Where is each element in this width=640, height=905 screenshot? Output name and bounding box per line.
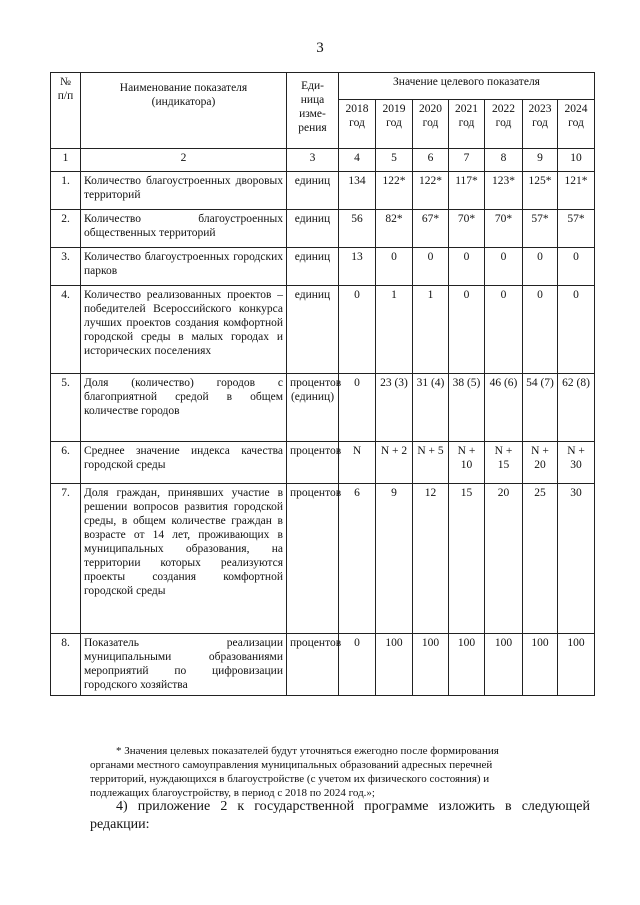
value-cell: 13 xyxy=(339,248,376,286)
value-cell: 134 xyxy=(339,172,376,210)
row-number-cell: 8. xyxy=(51,634,81,696)
unit-cell: единиц xyxy=(287,172,339,210)
value-cell: 57* xyxy=(523,210,558,248)
value-cell: 0 xyxy=(339,634,376,696)
value-cell: 82* xyxy=(376,210,413,248)
value-cell: 54 (7) xyxy=(523,374,558,442)
value-cell: 100 xyxy=(413,634,449,696)
value-cell: N + 20 xyxy=(523,442,558,484)
column-number-cell: 8 xyxy=(485,149,523,172)
value-cell: 0 xyxy=(485,286,523,374)
row-number-cell: 5. xyxy=(51,374,81,442)
column-number-cell: 1 xyxy=(51,149,81,172)
value-cell: 6 xyxy=(339,484,376,634)
value-cell: 0 xyxy=(449,248,485,286)
value-cell: 117* xyxy=(449,172,485,210)
unit-cell: процентов xyxy=(287,634,339,696)
header-year: 2019 год xyxy=(376,100,413,149)
value-cell: 12 xyxy=(413,484,449,634)
value-cell: N xyxy=(339,442,376,484)
value-cell: 123* xyxy=(485,172,523,210)
header-year: 2021 год xyxy=(449,100,485,149)
value-cell: 62 (8) xyxy=(558,374,595,442)
indicator-name-cell: Доля граждан, принявших участие в решении вопросов развития городской среды, в общем количестве граждан в возрасте от 14 лет, проживающих в муниципальных образования, на территории которых реализуются проекты создания комфортной городской среды xyxy=(81,484,287,634)
value-cell: N + 5 xyxy=(413,442,449,484)
table-column-numbers-row xyxy=(51,149,595,172)
unit-cell: процентов xyxy=(287,442,339,484)
column-number-cell: 3 xyxy=(287,149,339,172)
value-cell: 38 (5) xyxy=(449,374,485,442)
header-year: 2022 год xyxy=(485,100,523,149)
unit-cell: единиц xyxy=(287,286,339,374)
table-row xyxy=(51,248,595,286)
header-year: 2024 год xyxy=(558,100,595,149)
value-cell: 122* xyxy=(376,172,413,210)
indicator-name-cell: Доля (количество) городов с благоприятной средой в общем количестве городов xyxy=(81,374,287,442)
table-row xyxy=(51,286,595,374)
row-number-cell: 2. xyxy=(51,210,81,248)
indicator-name-cell: Показатель реализации муниципальными образованиями мероприятий по цифровизации городского хозяйства xyxy=(81,634,287,696)
unit-cell: единиц xyxy=(287,210,339,248)
value-cell: 0 xyxy=(558,286,595,374)
table-body xyxy=(51,172,595,696)
unit-cell: единиц xyxy=(287,248,339,286)
header-year: 2018 год xyxy=(339,100,376,149)
value-cell: 30 xyxy=(558,484,595,634)
footnote xyxy=(90,744,590,800)
column-number-cell: 2 xyxy=(81,149,287,172)
row-number-cell: 7. xyxy=(51,484,81,634)
value-cell: 0 xyxy=(339,374,376,442)
column-number-cell: 7 xyxy=(449,149,485,172)
value-cell: 46 (6) xyxy=(485,374,523,442)
value-cell: 121* xyxy=(558,172,595,210)
footnote-line: территорий, нуждающихся в благоустройстве (с учетом их физического состояния) и xyxy=(90,773,490,785)
table-row xyxy=(51,172,595,210)
header-num: № п/п xyxy=(51,73,81,149)
value-cell: N + 30 xyxy=(558,442,595,484)
table-row xyxy=(51,442,595,484)
value-cell: 15 xyxy=(449,484,485,634)
value-cell: 25 xyxy=(523,484,558,634)
value-cell: 100 xyxy=(485,634,523,696)
page-number: 3 xyxy=(316,40,324,56)
value-cell: N + 10 xyxy=(449,442,485,484)
value-cell: 31 (4) xyxy=(413,374,449,442)
unit-cell: процентов xyxy=(287,484,339,634)
value-cell: 1 xyxy=(376,286,413,374)
value-cell: 70* xyxy=(485,210,523,248)
header-unit: Еди- ница изме- рения xyxy=(287,73,339,149)
table-row xyxy=(51,210,595,248)
value-cell: 0 xyxy=(485,248,523,286)
value-cell: 0 xyxy=(339,286,376,374)
column-number-cell: 6 xyxy=(413,149,449,172)
table-row xyxy=(51,374,595,442)
value-cell: 70* xyxy=(449,210,485,248)
table-header-row xyxy=(51,73,595,100)
table-row xyxy=(51,484,595,634)
value-cell: 0 xyxy=(449,286,485,374)
value-cell: N + 2 xyxy=(376,442,413,484)
value-cell: 122* xyxy=(413,172,449,210)
row-number-cell: 3. xyxy=(51,248,81,286)
value-cell: 100 xyxy=(376,634,413,696)
value-cell: 20 xyxy=(485,484,523,634)
column-number-cell: 9 xyxy=(523,149,558,172)
header-value-group: Значение целевого показателя xyxy=(339,73,595,100)
value-cell: 57* xyxy=(558,210,595,248)
value-cell: 9 xyxy=(376,484,413,634)
value-cell: 125* xyxy=(523,172,558,210)
value-cell: 1 xyxy=(413,286,449,374)
value-cell: 56 xyxy=(339,210,376,248)
value-cell: N + 15 xyxy=(485,442,523,484)
footnote-line: * Значения целевых показателей будут уточняться ежегодно после формирования xyxy=(116,745,499,757)
header-year: 2023 год xyxy=(523,100,558,149)
indicator-name-cell: Количество благоустроенных дворовых территорий xyxy=(81,172,287,210)
column-number-cell: 4 xyxy=(339,149,376,172)
footnote-line: органами местного самоуправления муниципальных образований адресных перечней xyxy=(90,759,493,771)
indicator-name-cell: Среднее значение индекса качества городской среды xyxy=(81,442,287,484)
header-name: Наименование показателя (индикатора) xyxy=(81,73,287,149)
table-row xyxy=(51,634,595,696)
column-number-cell: 5 xyxy=(376,149,413,172)
row-number-cell: 4. xyxy=(51,286,81,374)
row-number-cell: 6. xyxy=(51,442,81,484)
header-year: 2020 год xyxy=(413,100,449,149)
value-cell: 23 (3) xyxy=(376,374,413,442)
indicator-name-cell: Количество благоустроенных общественных территорий xyxy=(81,210,287,248)
value-cell: 0 xyxy=(558,248,595,286)
indicator-name-cell: Количество благоустроенных городских парков xyxy=(81,248,287,286)
targets-table xyxy=(50,72,595,696)
value-cell: 100 xyxy=(523,634,558,696)
body-paragraph: 4) приложение 2 к государственной программе изложить в следующей редакции: xyxy=(90,799,590,832)
unit-cell: процентов (единиц) xyxy=(287,374,339,442)
value-cell: 67* xyxy=(413,210,449,248)
row-number-cell: 1. xyxy=(51,172,81,210)
value-cell: 100 xyxy=(449,634,485,696)
value-cell: 0 xyxy=(376,248,413,286)
value-cell: 0 xyxy=(413,248,449,286)
footnote-line: подлежащих благоустройству, в период с 2018 по 2024 год.»; xyxy=(90,787,375,799)
value-cell: 100 xyxy=(558,634,595,696)
value-cell: 0 xyxy=(523,286,558,374)
indicator-name-cell: Количество реализованных проектов – победителей Всероссийского конкурса лучших проектов создания комфортной городской среды в малых городах и исторических поселениях xyxy=(81,286,287,374)
value-cell: 0 xyxy=(523,248,558,286)
column-number-cell: 10 xyxy=(558,149,595,172)
